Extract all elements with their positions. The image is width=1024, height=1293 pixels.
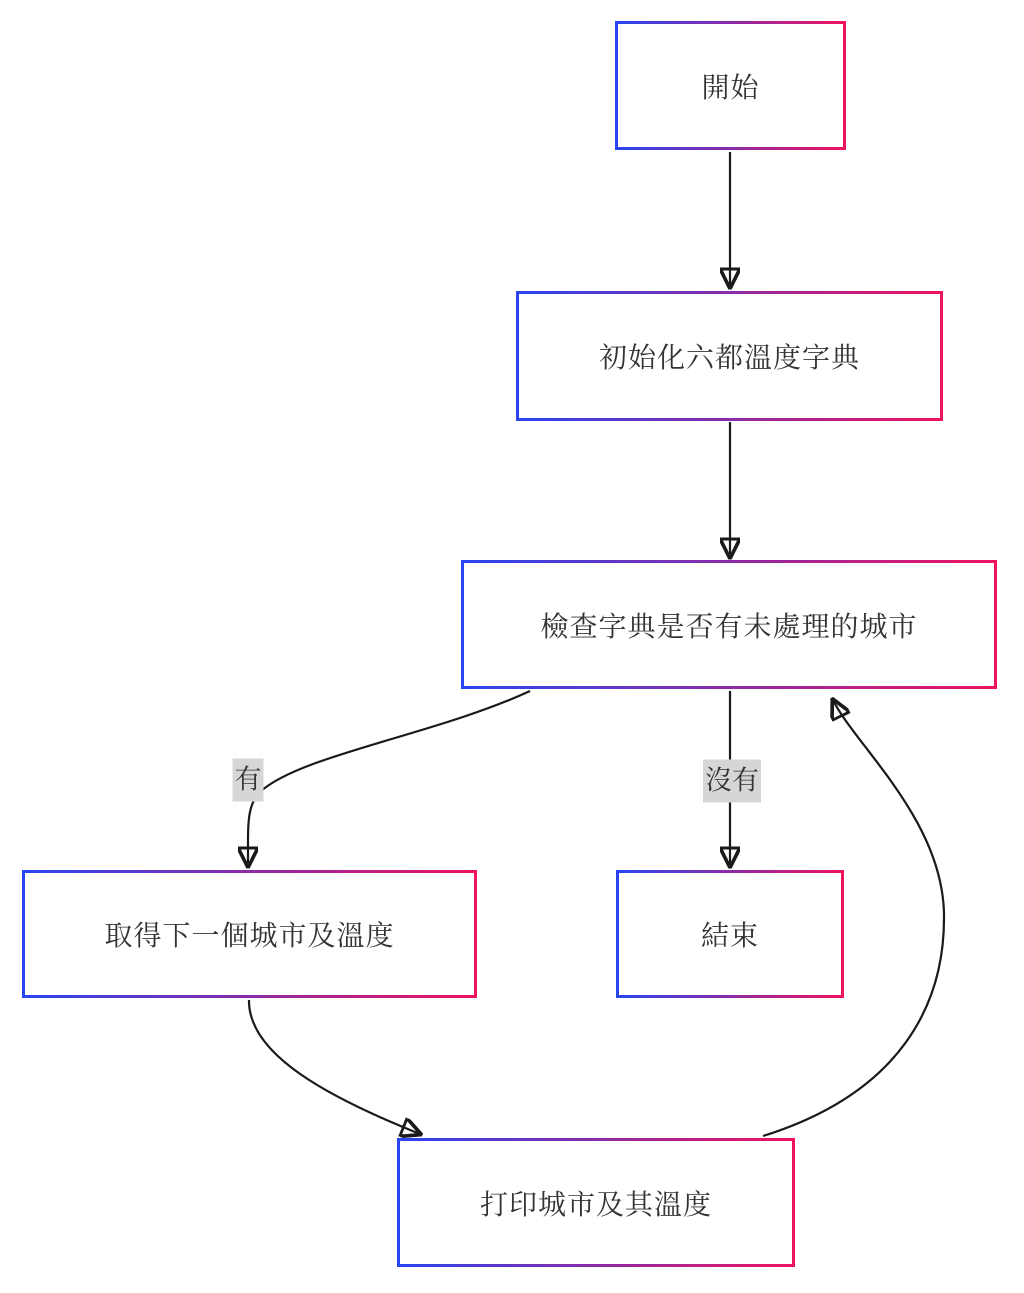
node-end-label: 結束 [700, 920, 759, 951]
node-check-unprocessed-city [461, 560, 997, 689]
edge-check-to-getnext [248, 691, 530, 866]
edge-getnext-to-print [249, 1000, 420, 1134]
node-check-label: 檢查字典是否有未處理的城市 [540, 610, 918, 642]
node-end [616, 870, 844, 998]
node-start [615, 21, 846, 150]
edge-label-none: 沒有 [703, 760, 761, 803]
node-getnext-label: 取得下一個城市及溫度 [104, 920, 395, 951]
node-init-label: 初始化六都溫度字典 [598, 342, 860, 373]
node-get-next-city [22, 870, 477, 998]
node-start-label: 開始 [701, 71, 760, 103]
node-print-label: 打印城市及其溫度 [479, 1188, 712, 1220]
edge-label-has: 有 [233, 759, 264, 802]
node-print-city-temperature [397, 1138, 795, 1267]
node-init-temperature-dict [516, 291, 943, 421]
